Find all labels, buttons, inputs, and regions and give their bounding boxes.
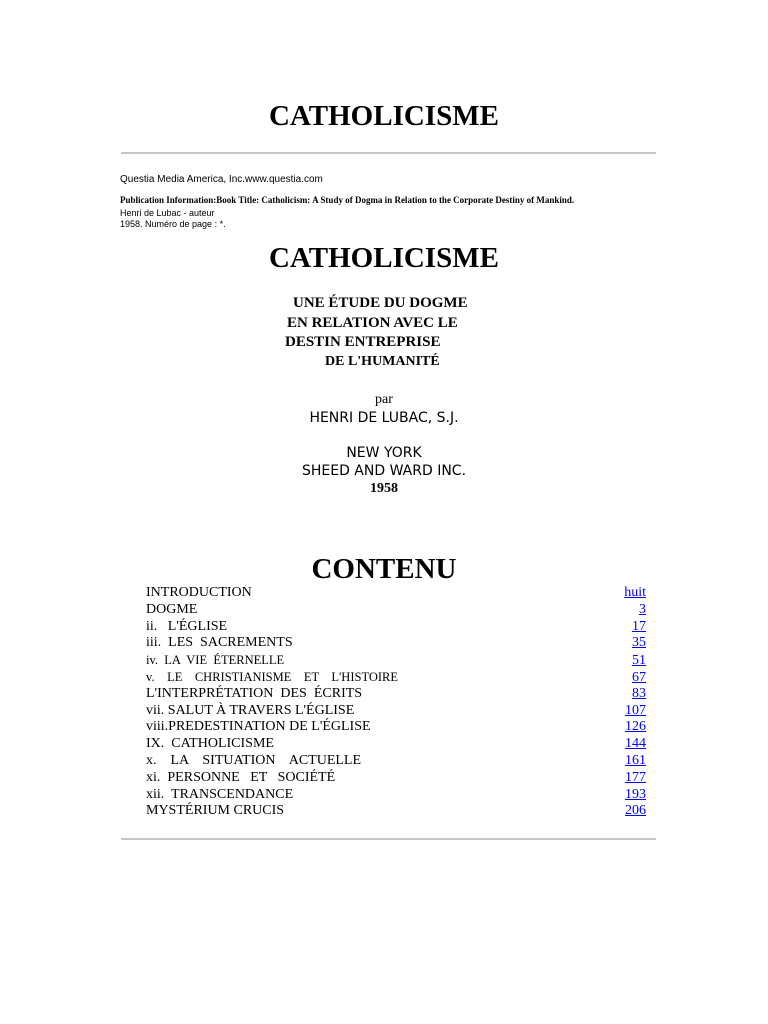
subtitle-line-2: EN RELATION AVEC LE <box>287 315 458 331</box>
toc-page-link[interactable]: 126 <box>625 719 646 735</box>
toc-page-link[interactable]: 177 <box>625 769 646 785</box>
toc-entry-label: ii. L'ÉGLISE <box>146 618 228 634</box>
publication-year: 1958 <box>370 481 398 496</box>
toc-entry-label: xi. PERSONNE ET SOCIÉTÉ <box>146 769 336 785</box>
toc-entry-label: INTRODUCTION <box>146 585 252 600</box>
page-title: CATHOLICISME <box>269 100 499 132</box>
contents-heading: CONTENU <box>311 553 457 585</box>
toc-entry <box>146 635 646 652</box>
source-line: Questia Media America, Inc.www.questia.com <box>120 174 323 185</box>
toc-entry-label: L'INTERPRÉTATION DES ÉCRITS <box>146 685 363 701</box>
page-number-line: 1958. Numéro de page : *. <box>120 219 226 229</box>
toc-entry <box>146 803 646 820</box>
toc-entry <box>146 602 646 619</box>
subtitle-line-3: DESTIN ENTREPRISE <box>285 334 441 350</box>
toc-page-link[interactable]: 35 <box>632 635 646 651</box>
toc-entry-label: MYSTÉRIUM CRUCIS <box>146 803 285 819</box>
toc-entry-label: IX. CATHOLICISME <box>146 736 274 752</box>
subtitle-line-1: UNE ÉTUDE DU DOGME <box>293 295 468 311</box>
subtitle-line-4: DE L'HUMANITÉ <box>325 354 440 369</box>
publication-info: Publication Information:Book Title: Catholicism: A Study of Dogma in Relation to the Corporate Destiny of Mankind. <box>120 195 575 205</box>
toc-entry <box>146 619 646 636</box>
toc-entry <box>146 585 646 602</box>
toc-entry-label: vii. SALUT À TRAVERS L'ÉGLISE <box>146 702 355 718</box>
toc-entry-label: x. LA SITUATION ACTUELLE <box>146 752 362 768</box>
toc-entry-label: xii. TRANSCENDANCE <box>146 786 294 802</box>
toc-page-link[interactable]: 193 <box>625 786 646 802</box>
toc-entry <box>146 719 646 736</box>
toc-page-link[interactable]: 161 <box>625 752 646 768</box>
publisher-name: SHEED AND WARD INC. <box>301 463 467 479</box>
book-title: CATHOLICISME <box>269 242 499 274</box>
toc-entry-label: viii.PREDESTINATION DE L'ÉGLISE <box>146 719 371 735</box>
toc-entry <box>146 669 646 686</box>
toc-page-link[interactable]: 67 <box>632 669 646 685</box>
toc-entry <box>146 703 646 720</box>
by-label: par <box>375 392 393 407</box>
toc-entry <box>146 736 646 753</box>
toc-entry-label: iii. LES SACREMENTS <box>146 635 293 651</box>
toc-page-link[interactable]: 206 <box>625 803 646 819</box>
toc-page-link[interactable]: 83 <box>632 685 646 701</box>
toc-entry-label: v. LE CHRISTIANISME ET L'HISTOIRE <box>146 669 399 684</box>
horizontal-rule-top <box>121 152 656 154</box>
toc-entry <box>146 787 646 804</box>
toc-entry <box>146 652 646 669</box>
toc-page-link[interactable]: 17 <box>632 618 646 634</box>
author-name: HENRI DE LUBAC, S.J. <box>309 410 459 426</box>
table-of-contents <box>146 585 646 820</box>
toc-entry-label: iv. LA VIE ÉTERNELLE <box>146 653 285 668</box>
toc-page-link[interactable]: 144 <box>625 736 646 752</box>
publisher-city: NEW YORK <box>346 445 422 461</box>
toc-page-link[interactable]: huit <box>624 585 646 600</box>
toc-page-link[interactable]: 3 <box>639 601 646 617</box>
toc-page-link[interactable]: 51 <box>632 653 646 669</box>
author-credit-line: Henri de Lubac - auteur <box>120 208 215 218</box>
toc-entry <box>146 753 646 770</box>
toc-entry <box>146 686 646 703</box>
toc-entry <box>146 770 646 787</box>
toc-entry-label: DOGME <box>146 601 198 617</box>
toc-page-link[interactable]: 107 <box>625 702 646 718</box>
horizontal-rule-bottom <box>121 838 656 840</box>
